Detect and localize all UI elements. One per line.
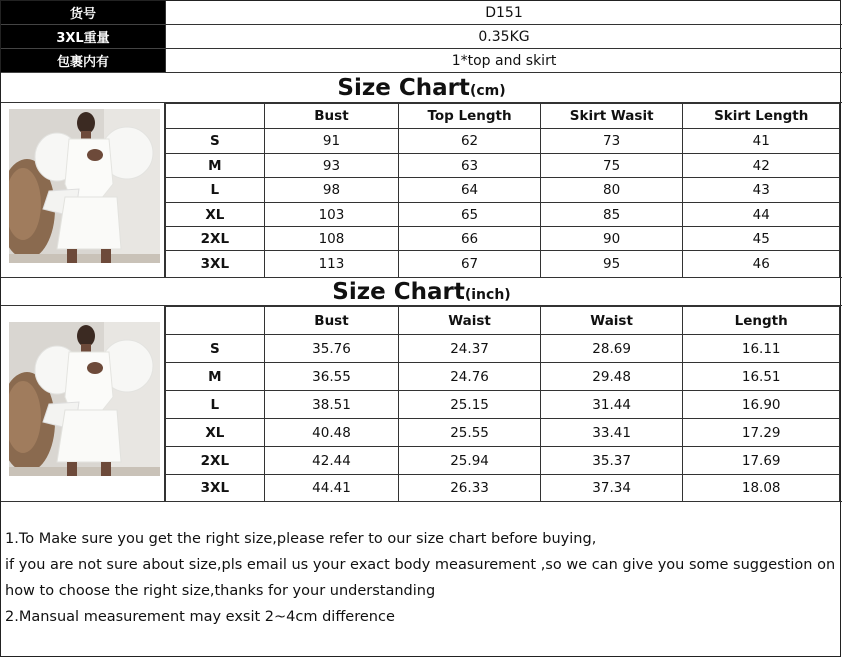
- size-label: 2XL: [166, 227, 265, 251]
- size-table-cm: [165, 103, 840, 278]
- table-cell: 64: [399, 178, 541, 203]
- header-bust: Bust: [264, 104, 399, 129]
- table-cell: 37.34: [540, 475, 683, 502]
- table-row: [166, 251, 840, 278]
- product-photo-cm: [9, 109, 160, 263]
- header-top-length: Top Length: [399, 104, 541, 129]
- table-cell: 36.55: [264, 363, 399, 391]
- table-cell: 46: [683, 251, 840, 278]
- note-line: if you are not sure about size,pls email us your exact body measurement ,so we can give you some suggestion on: [5, 557, 836, 573]
- table-cell: 66: [399, 227, 541, 251]
- table-cell: 17.69: [683, 447, 840, 475]
- product-photo-inch: [9, 322, 160, 476]
- size-label: S: [166, 335, 265, 363]
- table-cell: 42.44: [264, 447, 399, 475]
- table-row: [166, 178, 840, 203]
- table-cell: 26.33: [399, 475, 541, 502]
- info-key-sku: 货号: [1, 1, 165, 25]
- table-row: [166, 129, 840, 154]
- table-cell: 35.76: [264, 335, 399, 363]
- table-row: [166, 447, 840, 475]
- table-row: [166, 203, 840, 227]
- table-cell: 24.76: [399, 363, 541, 391]
- header-size: [166, 307, 265, 335]
- header-skirt-waist: Skirt Wasit: [540, 104, 683, 129]
- table-cell: 103: [264, 203, 399, 227]
- table-cell: 31.44: [540, 391, 683, 419]
- header-bust: Bust: [264, 307, 399, 335]
- size-label: 2XL: [166, 447, 265, 475]
- table-cell: 91: [264, 129, 399, 154]
- table-cell: 41: [683, 129, 840, 154]
- table-cell: 16.11: [683, 335, 840, 363]
- table-cell: 18.08: [683, 475, 840, 502]
- table-row: [166, 419, 840, 447]
- table-cell: 25.94: [399, 447, 541, 475]
- table-cell: 43: [683, 178, 840, 203]
- table-row: [166, 227, 840, 251]
- table-cell: 108: [264, 227, 399, 251]
- table-row: [166, 391, 840, 419]
- table-cell: 62: [399, 129, 541, 154]
- info-row-sku: [1, 1, 842, 25]
- table-cell: 63: [399, 154, 541, 178]
- table-cell: 113: [264, 251, 399, 278]
- table-cell: 80: [540, 178, 683, 203]
- table-cell: 16.90: [683, 391, 840, 419]
- table-cell: 67: [399, 251, 541, 278]
- size-chart-inch-title-text: Size Chart: [332, 279, 465, 305]
- info-value-sku: D151: [165, 1, 842, 25]
- size-chart-cm-title-text: Size Chart: [337, 75, 470, 101]
- table-header-row: [166, 307, 840, 335]
- header-size: [166, 104, 265, 129]
- table-row: [166, 335, 840, 363]
- dress-model-image: [9, 322, 160, 476]
- info-value-weight: 0.35KG: [165, 25, 842, 49]
- size-chart-cm-title: [1, 73, 842, 103]
- divider: [1, 501, 842, 502]
- table-cell: 33.41: [540, 419, 683, 447]
- size-label: 3XL: [166, 251, 265, 278]
- size-label: L: [166, 178, 265, 203]
- table-cell: 75: [540, 154, 683, 178]
- note-line: 1.To Make sure you get the right size,please refer to our size chart before buying,: [5, 531, 597, 547]
- size-label: M: [166, 154, 265, 178]
- info-value-package: 1*top and skirt: [165, 49, 842, 73]
- info-row-weight: [1, 25, 842, 49]
- size-notes: [5, 526, 835, 630]
- size-chart-inch-unit: (inch): [464, 287, 511, 303]
- table-cell: 38.51: [264, 391, 399, 419]
- table-cell: 45: [683, 227, 840, 251]
- info-key-package: 包裹内有: [1, 49, 165, 73]
- table-cell: 40.48: [264, 419, 399, 447]
- table-cell: 16.51: [683, 363, 840, 391]
- table-row: [166, 154, 840, 178]
- table-cell: 24.37: [399, 335, 541, 363]
- table-header-row: [166, 104, 840, 129]
- size-chart-inch-title: [1, 278, 842, 306]
- table-row: [166, 475, 840, 502]
- table-cell: 85: [540, 203, 683, 227]
- table-cell: 65: [399, 203, 541, 227]
- size-label: L: [166, 391, 265, 419]
- size-label: M: [166, 363, 265, 391]
- table-cell: 93: [264, 154, 399, 178]
- size-label: S: [166, 129, 265, 154]
- table-cell: 44: [683, 203, 840, 227]
- table-cell: 44.41: [264, 475, 399, 502]
- size-label: XL: [166, 203, 265, 227]
- header-length: Length: [683, 307, 840, 335]
- table-cell: 29.48: [540, 363, 683, 391]
- dress-model-image: [9, 109, 160, 263]
- table-cell: 90: [540, 227, 683, 251]
- header-waist: Waist: [540, 307, 683, 335]
- header-skirt-length: Skirt Length: [683, 104, 840, 129]
- table-cell: 98: [264, 178, 399, 203]
- note-line: how to choose the right size,thanks for your understanding: [5, 583, 436, 599]
- table-cell: 28.69: [540, 335, 683, 363]
- product-photo-cell-inch: [1, 306, 165, 501]
- size-chart-cm-unit: (cm): [469, 83, 506, 99]
- size-label: 3XL: [166, 475, 265, 502]
- table-cell: 25.55: [399, 419, 541, 447]
- table-cell: 42: [683, 154, 840, 178]
- note-line: 2.Mansual measurement may exsit 2~4cm difference: [5, 609, 395, 625]
- table-cell: 35.37: [540, 447, 683, 475]
- table-cell: 25.15: [399, 391, 541, 419]
- table-cell: 73: [540, 129, 683, 154]
- product-photo-cell-cm: [1, 103, 165, 277]
- header-waist: Waist: [399, 307, 541, 335]
- table-row: [166, 363, 840, 391]
- size-table-inch: [165, 306, 840, 502]
- info-key-weight: 3XL重量: [1, 25, 165, 49]
- table-cell: 17.29: [683, 419, 840, 447]
- info-row-package: [1, 49, 842, 73]
- table-cell: 95: [540, 251, 683, 278]
- size-label: XL: [166, 419, 265, 447]
